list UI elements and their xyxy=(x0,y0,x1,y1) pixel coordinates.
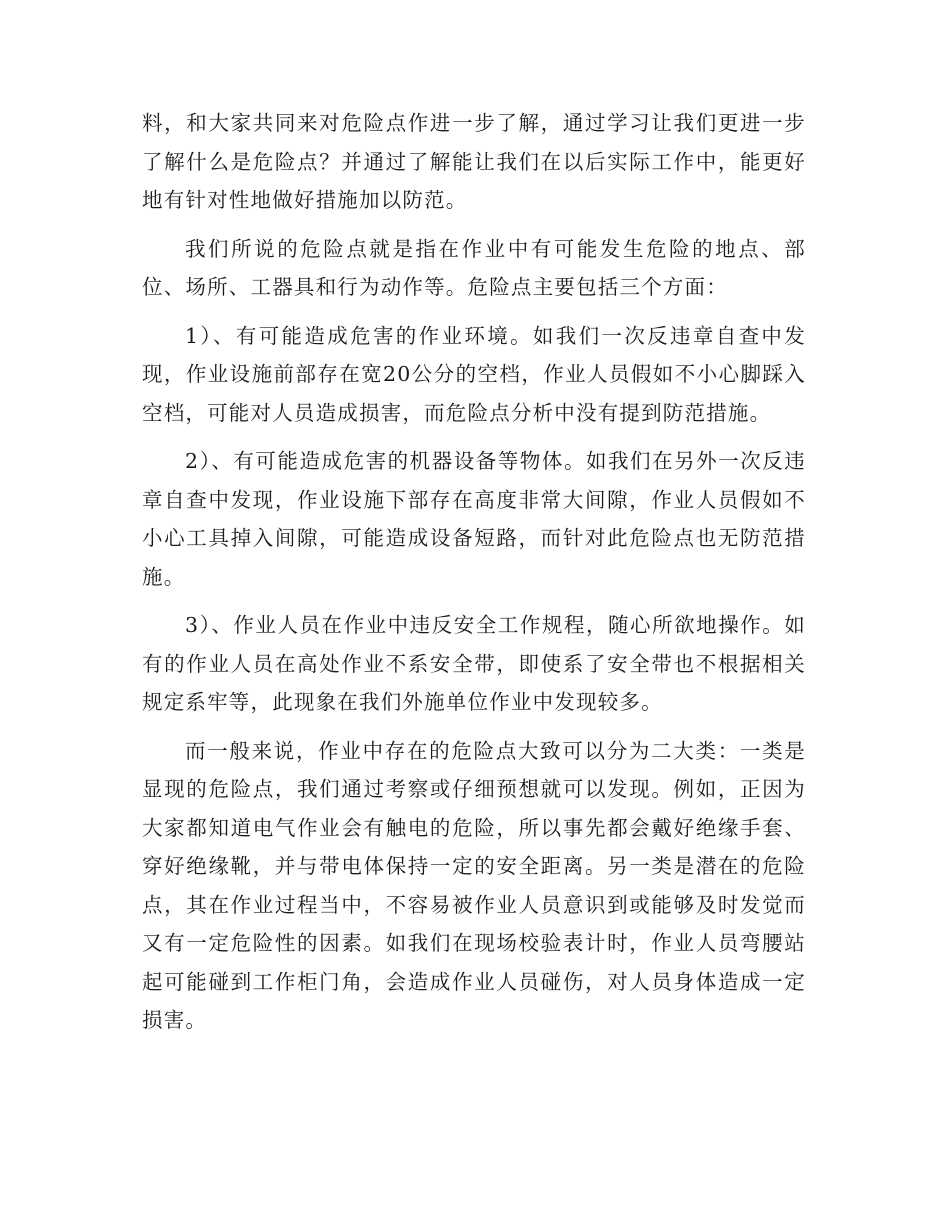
paragraph: 2）、有可能造成危害的机器设备等物体。如我们在另外一次反违章自查中发现，作业设施下部存在高度非常大间隙，作业人员假如不小心工具掉入间隙，可能造成设备短路，而针对此危险点也无防范措施。 xyxy=(142,449,806,589)
paragraph: 3）、作业人员在作业中违反安全工作规程，随心所欲地操作。如有的作业人员在高处作业不系安全带，即使系了安全带也不根据相关规定系牢等，此现象在我们外施单位作业中发现较多。 xyxy=(142,613,806,714)
paragraph: 料，和大家共同来对危险点作进一步了解，通过学习让我们更进一步了解什么是危险点？并通过了解能让我们在以后实际工作中，能更好地有针对性地做好措施加以防范。 xyxy=(142,111,806,212)
paragraph: 1）、有可能造成危害的作业环境。如我们一次反违章自查中发现，作业设施前部存在宽20公分的空档，作业人员假如不小心脚踩入空档，可能对人员造成损害，而危险点分析中没有提到防范措施。 xyxy=(142,323,806,425)
paragraph: 而一般来说，作业中存在的危险点大致可以分为二大类：一类是显现的危险点，我们通过考察或仔细预想就可以发现。例如，正因为大家都知道电气作业会有触电的危险，所以事先都会戴好绝缘手套、穿好绝缘靴，并与带电体保持一定的安全距离。另一类是潜在的危险点，其在作业过程当中，不容易被作业人员意识到或能够及时发觉而又有一定危险性的因素。如我们在现场校验表计时，作业人员弯腰站起可能碰到工作柜门角，会造成作业人员碰伤，对人员身体造成一定损害。 xyxy=(142,738,806,1032)
paragraph: 我们所说的危险点就是指在作业中有可能发生危险的地点、部位、场所、工器具和行为动作等。危险点主要包括三个方面： xyxy=(142,236,806,299)
document-body xyxy=(142,104,806,1050)
